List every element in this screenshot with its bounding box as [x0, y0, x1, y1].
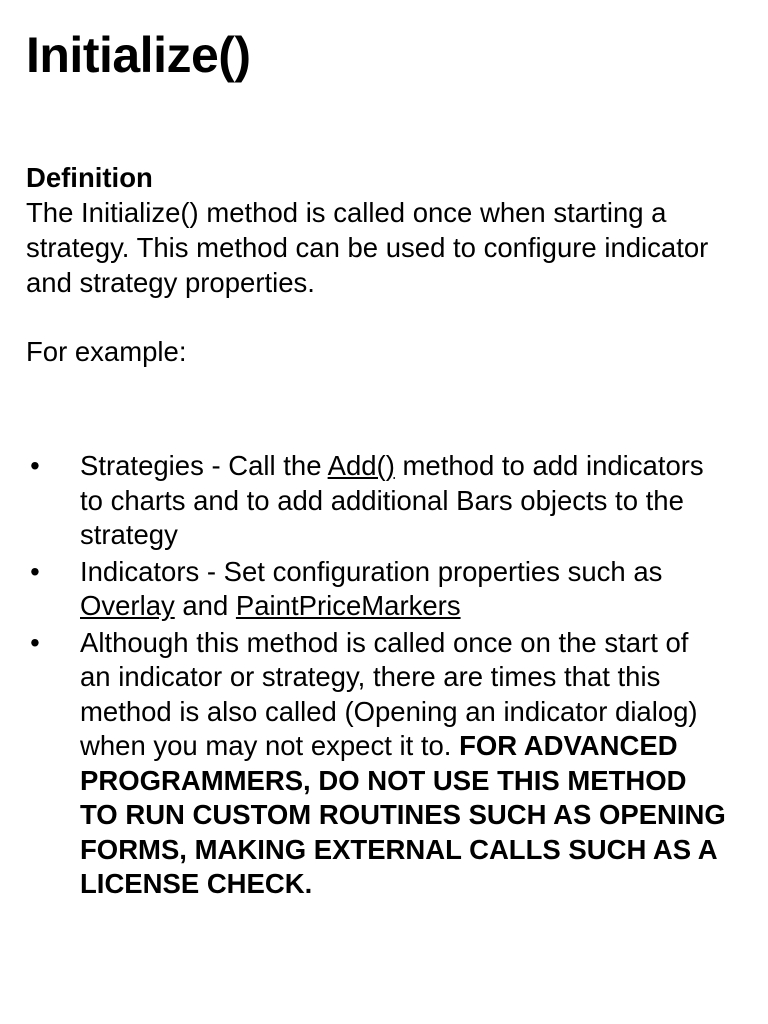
bullet-text: Strategies - Call the — [80, 450, 328, 481]
bullet-item-strategies — [26, 449, 726, 553]
bullet-item-warning — [26, 626, 726, 902]
paint-price-markers-link[interactable]: PaintPriceMarkers — [235, 590, 461, 621]
bullet-text: Although this method is called once on the start of an indicator or strategy, there are times that this method is also called (Opening an indicator dialog) when you may not expect it to. — [80, 626, 698, 761]
page-title: Initialize() — [26, 27, 251, 83]
bullet-icon: • — [30, 626, 40, 658]
example-intro: For example: — [26, 336, 187, 367]
definition-heading: Definition — [26, 162, 153, 193]
bullet-icon: • — [30, 450, 40, 481]
bullet-item-indicators — [26, 555, 726, 624]
bullet-list — [26, 449, 726, 904]
bullet-text: method to add indicators to charts and to add additional Bars objects to the strategy — [80, 450, 704, 550]
add-method-link[interactable]: Add() — [327, 450, 395, 481]
definition-section — [26, 160, 726, 369]
bullet-text: Indicators - Set configuration properties such as — [80, 555, 663, 587]
bullet-icon: • — [30, 555, 40, 587]
definition-text: The Initialize() method is called once when starting a strategy. This method can be used to configure indicator and strategy properties. — [26, 197, 709, 298]
warning-emphasis: FOR ADVANCED PROGRAMMERS, DO NOT USE THIS METHOD TO RUN CUSTOM ROUTINES SUCH AS OPENING FORMS, MAKING EXTERNAL CALLS SUCH AS A LICENSE CHECK. — [80, 730, 726, 899]
bullet-text: and — [174, 590, 236, 621]
overlay-link[interactable]: Overlay — [80, 590, 175, 621]
